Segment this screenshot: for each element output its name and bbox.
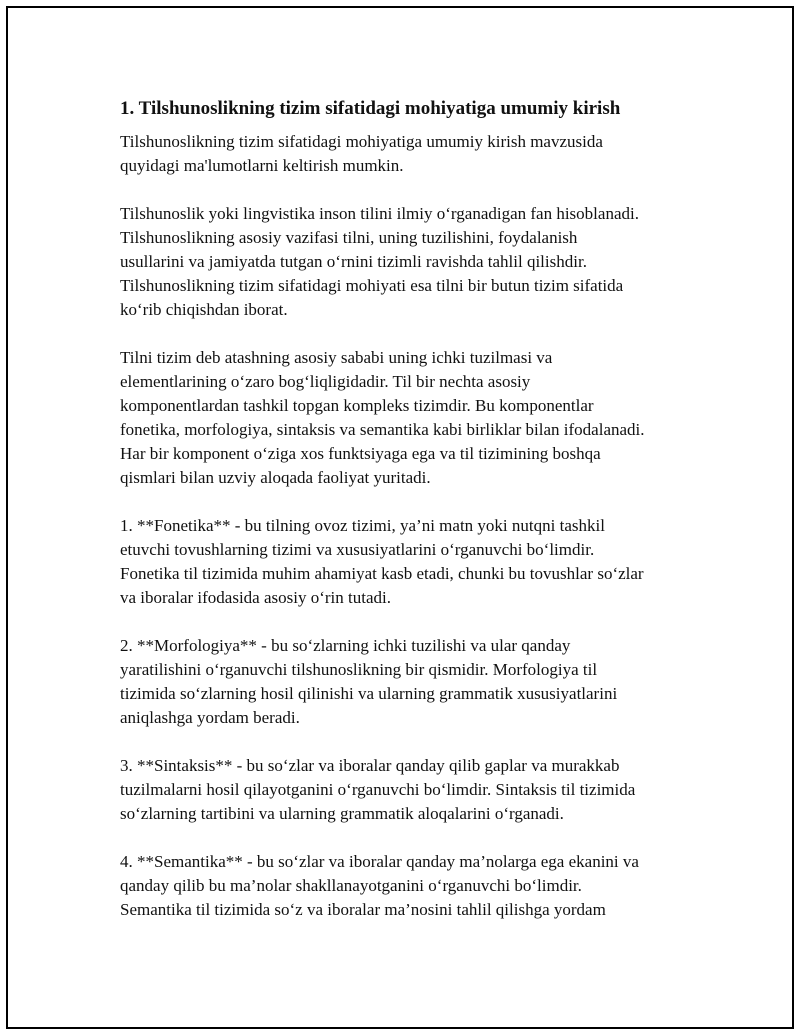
paragraph-intro: Tilshunoslikning tizim sifatidagi mohiyatiga umumiy kirish mavzusida quyidagi ma'lumotlarni keltirish mumkin. <box>120 132 603 175</box>
paragraph-fonetika: 1. **Fonetika** - bu tilning ovoz tizimi, ya’ni matn yoki nutqni tashkil etuvchi tovushlarning tizimi va xususiyatlarini o‘rganuvchi bo‘limdir. Fonetika til tizimida muhim ahamiyat kasb etadi, chunki bu tovushlar so‘zlar va iboralar ifodasida asosiy o‘rin tutadi. <box>120 516 644 607</box>
paragraph-sintaksis: 3. **Sintaksis** - bu so‘zlar va iboralar qanday qilib gaplar va murakkab tuzilmalarni hosil qilayotganini o‘rganuvchi bo‘limdir. Sintaksis til tizimida so‘zlarning tartibini va ularning grammatik aloqalarini o‘rganadi. <box>120 756 636 823</box>
document-body <box>120 96 700 946</box>
paragraph-system: Tilni tizim deb atashning asosiy sababi uning ichki tuzilmasi va elementlarining o‘zaro bog‘liqligidadir. Til bir nechta asosiy komponentlardan tashkil topgan kompleks tizimdir. Bu komponentlar fonetika, morfologiya, sintaksis va semantika kabi birliklar bilan ifodalanadi. Har bir komponent o‘ziga xos funktsiyaga ega va til tizimining boshqa qismlari bilan uzviy aloqada faoliyat yuritadi. <box>120 348 645 487</box>
paragraph-definition: Tilshunoslik yoki lingvistika inson tilini ilmiy o‘rganadigan fan hisoblanadi. Tilshunoslikning asosiy vazifasi tilni, uning tuzilishini, foydalanish usullarini va jamiyatda tutgan o‘rnini tizimli ravishda tahlil qilishdir. Tilshunoslikning tizim sifatidagi mohiyati esa tilni bir butun tizim sifatida ko‘rib chiqishdan iborat. <box>120 204 639 319</box>
page-frame <box>6 6 794 1029</box>
section-heading: 1. Tilshunoslikning tizim sifatidagi mohiyatiga umumiy kirish <box>120 98 621 119</box>
paragraph-semantika: 4. **Semantika** - bu so‘zlar va iboralar qanday ma’nolarga ega ekanini va qanday qilib bu ma’nolar shakllanayotganini o‘rganuvchi bo‘limdir. Semantika til tizimida so‘z va iboralar ma’nosini tahlil qilishga yordam <box>120 852 639 919</box>
paragraph-morfologiya: 2. **Morfologiya** - bu so‘zlarning ichki tuzilishi va ular qanday yaratilishini o‘rganuvchi tilshunoslikning bir qismidir. Morfologiya til tizimida so‘zlarning hosil qilinishi va ularning grammatik xususiyatlarini aniqlashga yordam beradi. <box>120 636 618 727</box>
